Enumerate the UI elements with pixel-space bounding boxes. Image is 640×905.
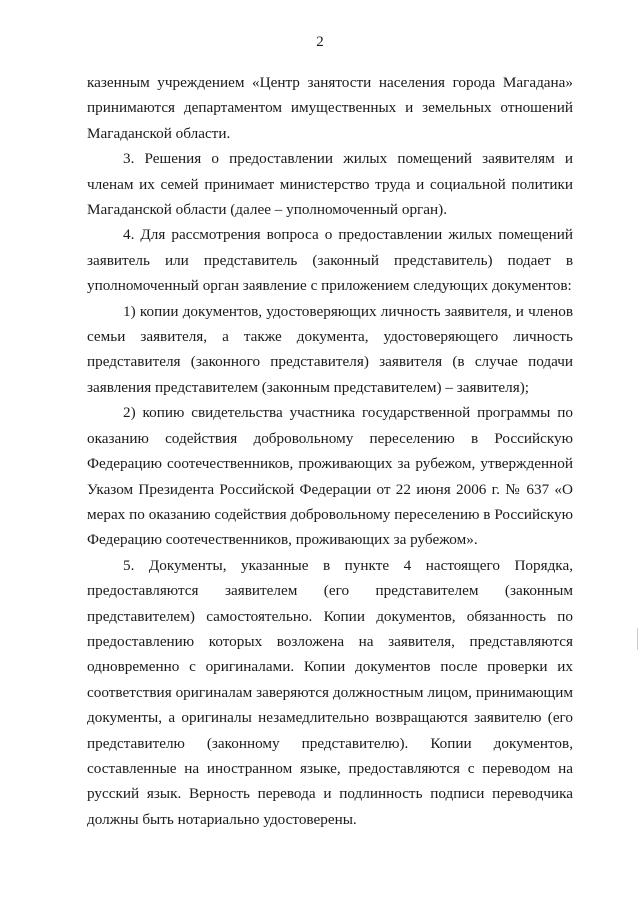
paragraph-item-3: 3. Решения о предоставлении жилых помещений заявителям и членам их семей принимает министерство труда и социальной политики Магаданской области (далее – уполномоченный орган). bbox=[87, 150, 573, 219]
page-number: 2 bbox=[316, 34, 324, 50]
document-body bbox=[87, 70, 573, 832]
paragraph-continuation: казенным учреждением «Центр занятости населения города Магадана» принимаются департаментом имущественных и земельных отношений Магаданской области. bbox=[87, 74, 573, 142]
paragraph-subitem-1: 1) копии документов, удостоверяющих личность заявителя, и членов семьи заявителя, а также документа, удостоверяющего личность представителя (законного представителя) заявителя (в случае подачи заявления представителем (законным представителем) – заявителя); bbox=[87, 302, 573, 396]
paragraph-item-4: 4. Для рассмотрения вопроса о предоставлении жилых помещений заявитель или представитель (законный представитель) подает в уполномоченный орган заявление с приложением следующих документов: bbox=[87, 226, 573, 295]
paragraph-item-5: 5. Документы, указанные в пункте 4 настоящего Порядка, предоставляются заявителем (его представителем (законным представителем) самостоятельно. Копии документов, обязанность по предоставлению которых возложена на заявителя, представляются одновременно с оригиналами. Копии документов после проверки их соответствия оригиналам заверяются должностным лицом, принимающим документы, а оригиналы незамедлительно возвращаются заявителю (его представителю (законному представителю). Копии документов, составленные на иностранном языке, предоставляются с переводом на русский язык. Верность перевода и подлинность подписи переводчика должны быть нотариально удостоверены. bbox=[87, 556, 573, 828]
paragraph-subitem-2: 2) копию свидетельства участника государственной программы по оказанию содействия добровольному переселению в Российскую Федерацию соотечественников, проживающих за рубежом, утвержденной Указом Президента Российской Федерации от 22 июня 2006 г. № 637 «О мерах по оказанию содействия добровольному переселению в Российскую Федерацию соотечественников, проживающих за рубежом». bbox=[87, 404, 573, 549]
scan-margin-mark bbox=[637, 628, 638, 650]
